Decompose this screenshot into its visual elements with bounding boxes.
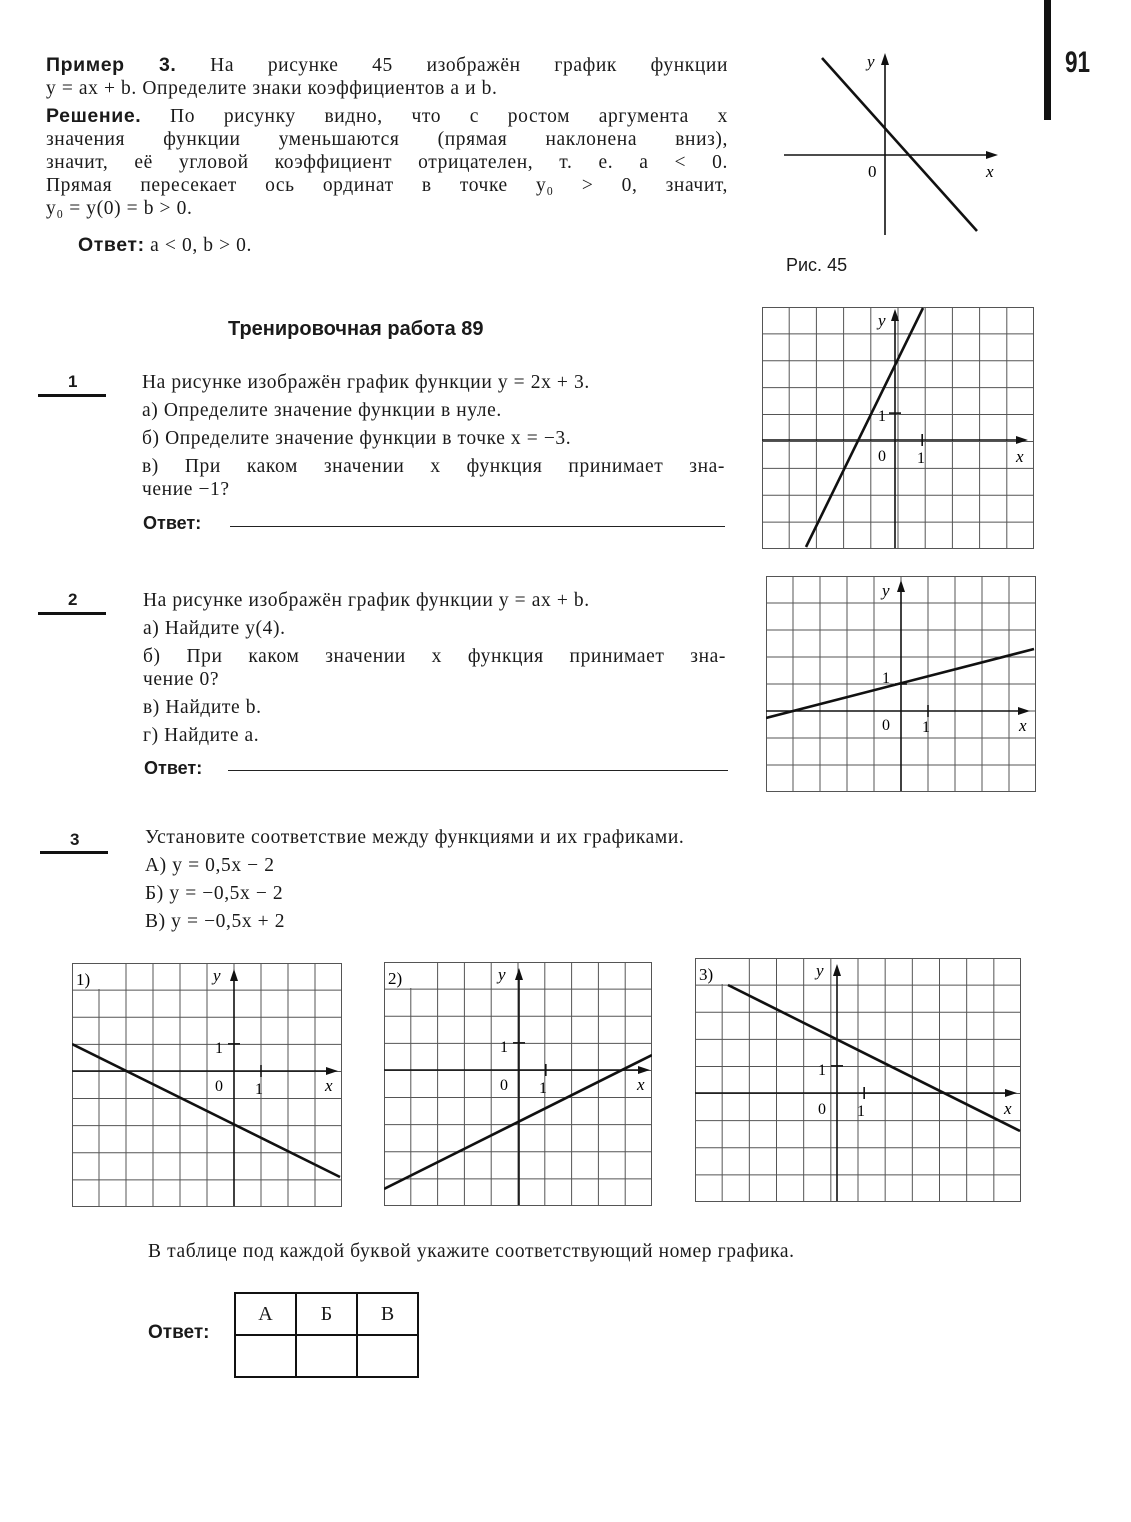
fig45-origin-label: 0 <box>868 162 877 181</box>
task-1-line-3: б) Определите значение функции в точке x = −3. <box>142 428 572 449</box>
task-1-y-label: y <box>878 311 886 330</box>
task-2-x-arrow-icon <box>1018 707 1030 715</box>
task-2-number: 2 <box>68 590 78 609</box>
task-2-line-1: На рисунке изображён график функции y = ax + b. <box>143 590 590 611</box>
example-text-line2: y = ax + b. Определите знаки коэффициентов a и b. <box>46 78 498 99</box>
panel-3-grid <box>695 958 1021 1202</box>
solution-line-3: значит, её угловой коэффициент отрицателен, т. е. a < 0. <box>46 152 728 173</box>
task-2-answer-field[interactable] <box>228 770 728 771</box>
panel-1-x-arrow-icon <box>326 1067 338 1075</box>
task-2-bar <box>38 612 106 615</box>
task-2-block <box>143 589 726 747</box>
example-title: Пример 3. <box>46 54 177 76</box>
task-3-instruction: В таблице под каждой буквой укажите соответствующий номер графика. <box>148 1241 795 1262</box>
task-2-line-5: в) Найдите b. <box>143 697 262 718</box>
figure-45 <box>770 45 1010 240</box>
panel-1-y-label: y <box>213 966 221 985</box>
task-1-x-label: x <box>1016 447 1024 466</box>
panel-2-x-one-label: 1 <box>539 1080 547 1097</box>
solution-line-5: y₀ = y(0) = b > 0. <box>46 198 193 219</box>
example-text-line1: На рисунке 45 изображён график функции <box>210 55 728 76</box>
task-2-line-6: г) Найдите a. <box>143 725 260 746</box>
task-3-option-a: А) y = 0,5x − 2 <box>145 855 275 876</box>
task-1-line-5: чение −1? <box>142 479 230 500</box>
example-first-line <box>46 54 728 77</box>
task-1-block <box>142 371 725 501</box>
task-2-line-2: а) Найдите y(4). <box>143 618 286 639</box>
task-3-panel-1 <box>72 963 342 1207</box>
example-block <box>46 54 728 257</box>
fig45-x-label: x <box>986 162 994 181</box>
panel-2-y-one-label: 1 <box>500 1039 508 1056</box>
panel-1-y-arrow-icon <box>230 969 238 981</box>
page-corner-bar <box>1044 0 1051 120</box>
task-2-y-arrow-icon <box>897 580 905 592</box>
task-2-origin-label: 0 <box>882 717 890 734</box>
panel-2-label: 2) <box>388 969 403 988</box>
task-1-graph <box>762 307 1034 549</box>
answer-table-header-v: В <box>357 1293 418 1335</box>
task-3-bar <box>40 851 108 854</box>
fig45-line <box>822 58 977 231</box>
task-2-answer-label: Ответ: <box>144 758 203 778</box>
answer-cell-b[interactable] <box>296 1335 357 1377</box>
task-3-panel-3 <box>695 958 1021 1202</box>
answer-table-header-a: А <box>235 1293 296 1335</box>
panel-3-x-label: x <box>1004 1099 1012 1118</box>
answer-cell-v[interactable] <box>357 1335 418 1377</box>
panel-2-y-label: y <box>498 965 506 984</box>
task-1-line-1: На рисунке изображён график функции y = 2x + 3. <box>142 372 590 393</box>
example-answer <box>46 234 728 257</box>
task-1-x-one-label: 1 <box>917 450 925 467</box>
task-1-function-line <box>806 308 923 547</box>
panel-3-x-one-label: 1 <box>857 1103 865 1120</box>
panel-3-label: 3) <box>699 965 714 984</box>
task-3-number: 3 <box>70 830 80 849</box>
task-1-answer-label: Ответ: <box>143 513 202 533</box>
solution-line-1: По рисунку видно, что с ростом аргумента x <box>170 106 728 127</box>
panel-2-x-label: x <box>637 1075 645 1094</box>
task-1-answer-field[interactable] <box>230 526 725 527</box>
solution-label: Решение. <box>46 105 142 127</box>
panel-1-function-line <box>72 1044 340 1177</box>
section-title: Тренировочная работа 89 <box>228 318 484 340</box>
panel-2-x-arrow-icon <box>638 1066 650 1074</box>
solution-line-2: значения функции уменьшаются (прямая наклонена вниз), <box>46 129 728 150</box>
task-1-y-one-label: 1 <box>878 408 886 425</box>
task-1-grid <box>762 307 1034 549</box>
answer-table-input-row <box>235 1335 418 1377</box>
panel-3-function-line <box>728 985 1020 1131</box>
task-3-panel-2 <box>384 962 652 1206</box>
panel-1-y-one-label: 1 <box>215 1040 223 1057</box>
task-3-option-v: В) y = −0,5x + 2 <box>145 911 286 932</box>
task-3-answer-table <box>234 1292 419 1378</box>
example-answer-value: a < 0, b > 0. <box>150 235 252 256</box>
task-1-origin-label: 0 <box>878 448 886 465</box>
answer-table-header-b: Б <box>296 1293 357 1335</box>
fig45-y-label: y <box>867 52 875 71</box>
answer-table-header-row <box>235 1293 418 1335</box>
panel-1-label: 1) <box>76 970 91 989</box>
task-1-line-4: в) При каком значении x функция принимает зна- <box>142 456 725 477</box>
panel-2-y-arrow-icon <box>515 968 523 980</box>
panel-1-x-one-label: 1 <box>255 1081 263 1098</box>
task-2-y-label: y <box>882 581 890 600</box>
task-3-answer-label: Ответ: <box>148 1322 210 1343</box>
answer-cell-a[interactable] <box>235 1335 296 1377</box>
figure-45-caption: Рис. 45 <box>786 255 848 275</box>
task-2-line-4: чение 0? <box>143 669 220 690</box>
example-answer-label: Ответ: <box>78 234 145 256</box>
task-3-line-1: Установите соответствие между функциями и их графиками. <box>145 827 685 848</box>
task-3-block <box>145 826 845 933</box>
solution-line-4: Прямая пересекает ось ординат в точке y₀ > 0, значит, <box>46 175 728 196</box>
panel-1-x-label: x <box>325 1076 333 1095</box>
solution-first-line <box>46 105 728 128</box>
task-1-x-arrow-icon <box>1016 436 1028 444</box>
fig45-y-arrow-icon <box>881 53 889 65</box>
task-3-option-b: Б) y = −0,5x − 2 <box>145 883 284 904</box>
task-2-x-label: x <box>1019 716 1027 735</box>
panel-1-grid <box>72 963 342 1207</box>
panel-1-origin-label: 0 <box>215 1078 223 1095</box>
page-number: 91 <box>1065 46 1091 79</box>
panel-2-origin-label: 0 <box>500 1077 508 1094</box>
task-1-line-2: а) Определите значение функции в нуле. <box>142 400 502 421</box>
panel-3-origin-label: 0 <box>818 1101 826 1118</box>
task-1-bar <box>38 394 106 397</box>
panel-3-y-one-label: 1 <box>818 1062 826 1079</box>
task-2-line-3: б) При каком значении x функция принимает зна- <box>143 646 726 667</box>
task-2-y-one-label: 1 <box>882 670 890 687</box>
panel-3-x-arrow-icon <box>1005 1089 1017 1097</box>
fig45-x-arrow-icon <box>986 151 998 159</box>
panel-3-y-label: y <box>816 961 824 980</box>
task-2-graph <box>766 576 1036 792</box>
panel-3-y-arrow-icon <box>833 964 841 976</box>
task-2-x-one-label: 1 <box>922 719 930 736</box>
task-1-number: 1 <box>68 372 78 391</box>
